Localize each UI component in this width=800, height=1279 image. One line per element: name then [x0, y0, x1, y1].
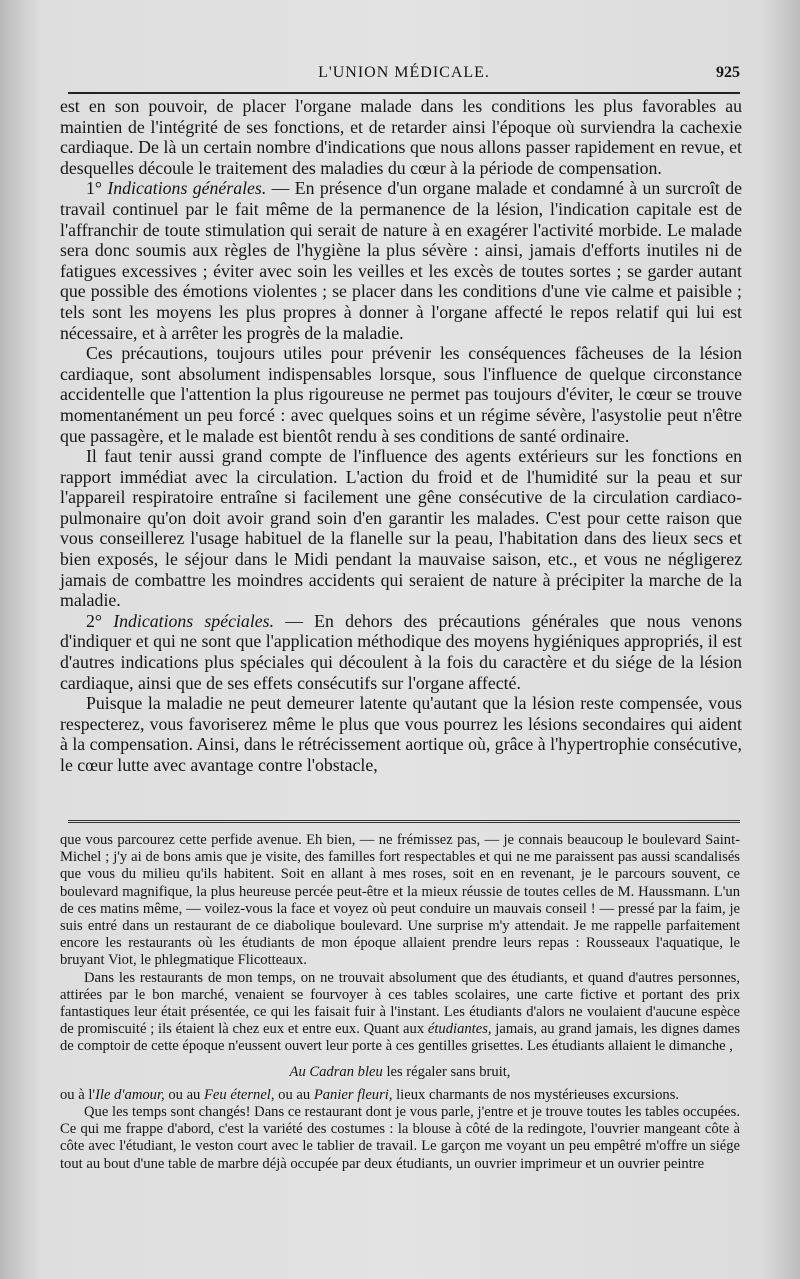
page-header: [68, 64, 740, 92]
footnote-paragraph-4: Que les temps sont changés! Dans ce restaurant dont je vous parle, j'entre et je trouve toutes les tables occupées. Ce qui me frappe d'abord, c'est la variété des costumes : la blouse à côté de la redingote, l'ouvrier mangeant côte à côte avec l'étudiant, le veston court avec le tablier de travail. Le garçon me voyant un peu empêtré m'offre un siége tout au bout d'une table de marbre déjà occupée par deux étudiants, un ouvrier imprimeur et un ouvrier peintre: [60, 1104, 740, 1172]
main-text: [60, 96, 742, 776]
place-panier-fleuri: Panier fleuri,: [313, 1086, 393, 1103]
section-number-1: 1°: [86, 178, 103, 199]
paragraph-5: [60, 611, 742, 693]
footnote-paragraph-2-b: jamais, au grand jamais, les dignes dames de comptoir de cette époque n'eussent ouvert leur porte à ces gentilles grisettes. Les étudiants allaient le dimanche ,: [60, 1021, 740, 1055]
feuilleton-text: [60, 832, 740, 1173]
paragraph-2-text: — En présence d'un organe malade et condamné à un surcroît de travail continuel par le fait même de la permanence de la lésion, l'indication capitale est de l'affranchir de toute stimulation qui serait de nature à en exagérer l'activité morbide. Le malade sera donc soumis aux règles de l'hygiène la plus sévère : ainsi, jamais d'efforts inutiles ni de fatigues excessives ; éviter avec soin les veilles et les excès de toutes sortes ; se garder autant que possible des émotions violentes ; se placer dans les conditions d'une vie calme et paisible ; tels sont les moyens les plus propres à donner à l'organe affecté le repos relatif qui lui est nécessaire, et à arrêter les progrès de la maladie.: [60, 178, 742, 343]
footnote-paragraph-1: que vous parcourez cette perfide avenue. Eh bien, — ne frémissez pas, — je connais beaucoup le boulevard Saint-Michel ; j'y ai de bons amis que je visite, des familles fort respectables et qui ne me paraissent pas aussi scandalisés que vous du milieu qu'ils habitent. Soit en allant à mes roses, soit en en revenant, je le parcours souvent, ce boulevard magnifique, la plus heureuse percée peut-être et la mieux réussie de toutes celles de M. Haussmann. L'un de ces matins même, — voilez-vous la face et voyez où peut conduire un mauvais conseil ! — pressé par la faim, je suis entré dans un restaurant de ce diabolique boulevard. Une surprise m'y attendait. Je me rappelle parfaitement encore les restaurants où les étudiants de mon époque allaient prendre leurs repas : Rousseaux l'aquatique, le bruyant Viot, le phlegmatique Flicotteaux.: [60, 832, 740, 969]
place-ile-d-amour: Ile d'amour,: [95, 1086, 165, 1103]
footnote-paragraph-2-em: étudiantes,: [427, 1021, 492, 1038]
paragraph-6: Puisque la maladie ne peut demeurer latente qu'autant que la lésion reste compensée, vous respecterez, vous favoriserez même le plus que vous pourrez les lésions secondaires qui aident à la compensation. Ainsi, dans le rétrécissement aortique où, grâce à l'hypertrophie consécutive, le cœur lutte avec avantage contre l'obstacle,: [60, 693, 742, 775]
section-heading-general: Indications générales.: [107, 178, 267, 199]
section-number-2: 2°: [86, 610, 103, 631]
footnote-paragraph-3-b: ou au: [164, 1086, 204, 1103]
page-number: 925: [716, 64, 740, 81]
verse-line: [60, 1064, 740, 1081]
footnote-paragraph-2-a: Dans les restaurants de mon temps, on ne trouvait absolument que des étudiants, et quand d'autres personnes, attirées par le bon marché, venaient se fourvoyer à ces tables scolaires, une carte fictive et portant des prix fantastiques leur était présentée, ce qui les faisait fuir à l'instant. Les étudiants d'alors ne voulaient d'aucune espèce de promiscuité ; ils étaient là chez eux et entre eux. Quant aux: [60, 969, 740, 1038]
footnote-paragraph-2: [60, 970, 740, 1056]
footnote-paragraph-3-d: lieux charmants de nos mystérieuses excursions.: [392, 1086, 680, 1103]
section-heading-special: Indications spéciales.: [113, 610, 275, 631]
header-rule: [68, 92, 740, 94]
paragraph-5-text: — En dehors des précautions générales que nous venons d'indiquer et qui ne sont que l'application méthodique des moyens hygiéniques appropriés, il est d'autres indications plus spéciales qui découlent à la fois du caractère et du siége de la lésion cardiaque, ainsi que de ses effets consécutifs sur l'organe affecté.: [60, 610, 742, 693]
paragraph-4: Il faut tenir aussi grand compte de l'influence des agents extérieurs sur les fonctions en rapport immédiat avec la circulation. L'action du froid et de l'humidité sur la peau et sur l'appareil respiratoire entraîne si facilement une gêne consécutive de la circulation cardiaco-pulmonaire qu'on doit avoir grand soin d'en garantir les malades. C'est pour cette raison que vous conseillerez l'usage habituel de la flanelle sur la peau, l'habitation dans des lieux secs et bien exposés, le séjour dans le Midi pendant la mauvaise saison, etc., et vous ne négligerez jamais de combattre les moindres accidents qui seraient de nature à précipiter la marche de la maladie.: [60, 446, 742, 611]
paragraph-2: [60, 178, 742, 343]
footnote-separator: [68, 820, 740, 823]
verse-text: les régaler sans bruit,: [382, 1063, 511, 1080]
footnote-paragraph-3-a: ou à l': [60, 1086, 96, 1103]
verse-place: Au Cadran bleu: [289, 1063, 383, 1080]
paragraph-1: est en son pouvoir, de placer l'organe malade dans les conditions les plus favorables au maintien de l'intégrité de ses fonctions, et de retarder ainsi l'époque où surviendra la cachexie cardiaque. De là un certain nombre d'indications que nous allons passer rapidement en revue, et desquelles découle le traitement des maladies du cœur à la période de compensation.: [60, 96, 742, 178]
footnote-paragraph-3: [60, 1087, 740, 1104]
footnote-paragraph-3-c: ou au: [274, 1086, 314, 1103]
place-feu-eternel: Feu éternel,: [204, 1086, 275, 1103]
running-title: L'UNION MÉDICALE.: [318, 64, 490, 81]
paragraph-3: Ces précautions, toujours utiles pour prévenir les conséquences fâcheuses de la lésion cardiaque, sont absolument indispensables lorsque, sous l'influence de quelque circonstance accidentelle que l'attention la plus rigoureuse ne permet pas toujours d'éviter, le cœur se trouve momentanément un peu forcé : avec quelques soins et un régime sévère, l'asystolie peut n'être que passagère, et le malade est bientôt rendu à ses conditions de santé ordinaire.: [60, 343, 742, 446]
